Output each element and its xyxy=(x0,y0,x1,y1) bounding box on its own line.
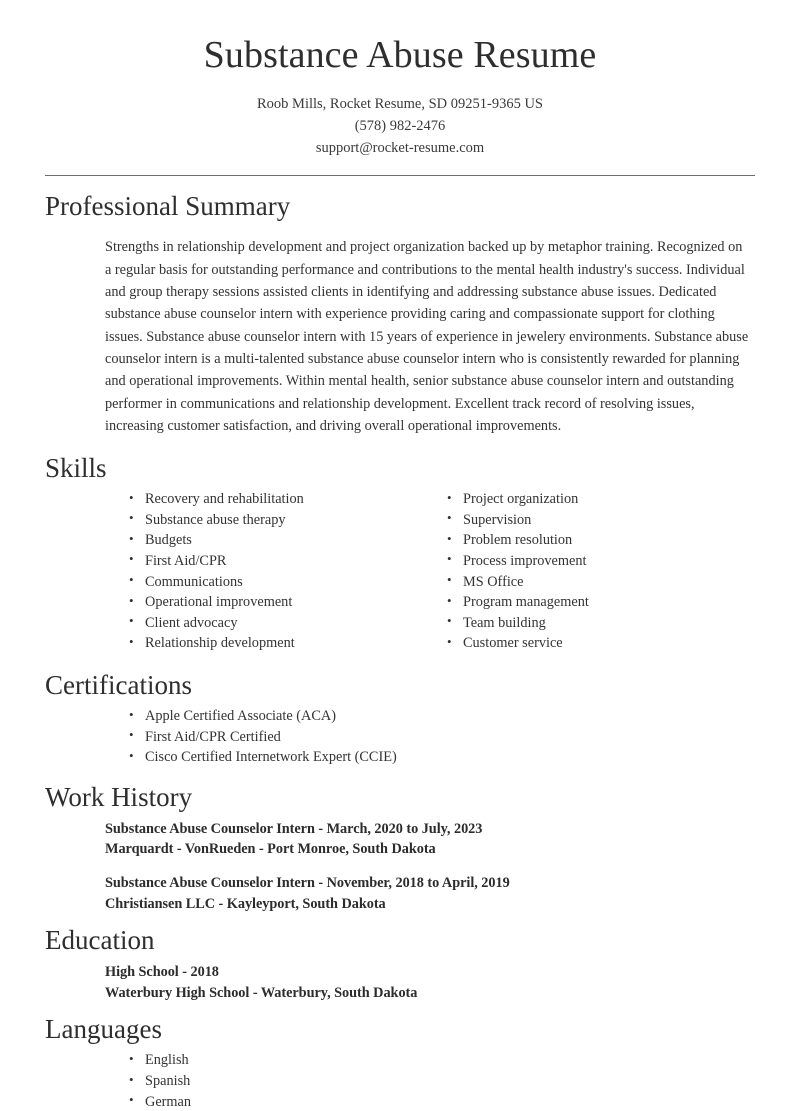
list-item: • Operational improvement xyxy=(129,593,447,611)
work-company-and-location: Christiansen LLC - Kayleyport, South Dakota xyxy=(105,895,386,912)
list-item: • Problem resolution xyxy=(447,531,747,549)
list-item: • Budgets xyxy=(129,531,447,549)
list-item: • Process improvement xyxy=(447,552,747,570)
professional-summary-text: Strengths in relationship development and project organization backed up by metaphor training. Recognized on a regular basis for outstanding performance and contributions to the mental health industry's success. Individual and group therapy sessions assisted clients in identifying and addressing substance abuse issues. Dedicated substance abuse counselor intern with experience providing caring and compassionate support for clothing issues. Substance abuse counselor intern with 15 years of experience in jewelery environments. Substance abuse counselor intern is a multi-talented substance abuse counselor intern who is consistently rewarded for planning and operational improvements. Within mental health, senior substance abuse counselor intern and outstanding performer in communications and relationship development. Excellent track record of resolving issues, increasing customer satisfaction, and driving overall operational improvements. xyxy=(105,239,749,435)
work-history-entry xyxy=(105,873,755,914)
section-certifications xyxy=(45,669,755,767)
work-company-and-location: Marquardt - VonRueden - Port Monroe, South Dakota xyxy=(105,841,436,858)
education-entry xyxy=(105,962,755,1003)
work-role-and-dates: Substance Abuse Counselor Intern - November, 2018 to April, 2019 xyxy=(105,875,510,892)
list-item: • English xyxy=(129,1051,755,1069)
list-item: • Spanish xyxy=(129,1072,755,1090)
list-item: • German xyxy=(129,1093,755,1111)
section-heading-professional-summary: Professional Summary xyxy=(45,190,291,221)
section-heading-certifications: Certifications xyxy=(45,669,192,700)
list-item: • Substance abuse therapy xyxy=(129,511,447,529)
section-work-history xyxy=(45,781,755,915)
header-divider xyxy=(45,175,755,176)
skills-column-right xyxy=(447,490,747,655)
list-item: • First Aid/CPR xyxy=(129,552,447,570)
resume-header xyxy=(45,0,755,159)
list-item: • Team building xyxy=(447,614,747,632)
contact-email: support@rocket-resume.com xyxy=(315,139,485,156)
list-item: • First Aid/CPR Certified xyxy=(129,728,755,746)
skills-column-left xyxy=(129,490,447,655)
work-history-entry xyxy=(105,819,755,860)
list-item: • Relationship development xyxy=(129,634,447,652)
education-school-and-location: Waterbury High School - Waterbury, South Dakota xyxy=(105,984,418,1001)
section-languages xyxy=(45,1013,755,1111)
contact-address: Roob Mills, Rocket Resume, SD 09251-9365 US xyxy=(257,95,543,112)
list-item: • MS Office xyxy=(447,573,747,591)
list-item: • Project organization xyxy=(447,490,747,508)
list-item: • Client advocacy xyxy=(129,614,447,632)
section-heading-education: Education xyxy=(45,925,155,956)
skills-list-left xyxy=(129,490,447,652)
section-heading-skills: Skills xyxy=(45,452,107,483)
list-item: • Recovery and rehabilitation xyxy=(129,490,447,508)
list-item: • Communications xyxy=(129,573,447,591)
section-professional-summary xyxy=(45,190,755,438)
section-education xyxy=(45,924,755,1003)
contact-phone: (578) 982-2476 xyxy=(354,117,446,134)
work-role-and-dates: Substance Abuse Counselor Intern - March, 2020 to July, 2023 xyxy=(105,820,483,837)
languages-list xyxy=(129,1051,755,1110)
education-degree-and-year: High School - 2018 xyxy=(105,964,219,981)
list-item: • Supervision xyxy=(447,511,747,529)
list-item: • Program management xyxy=(447,593,747,611)
section-skills xyxy=(45,452,755,655)
list-item: • Customer service xyxy=(447,634,747,652)
page-title: Substance Abuse Resume xyxy=(203,34,597,76)
section-heading-languages: Languages xyxy=(45,1014,162,1045)
list-item: • Cisco Certified Internetwork Expert (CCIE) xyxy=(129,748,755,766)
section-heading-work-history: Work History xyxy=(45,781,193,812)
list-item: • Apple Certified Associate (ACA) xyxy=(129,707,755,725)
certifications-list xyxy=(129,707,755,766)
skills-list-right xyxy=(447,490,747,652)
